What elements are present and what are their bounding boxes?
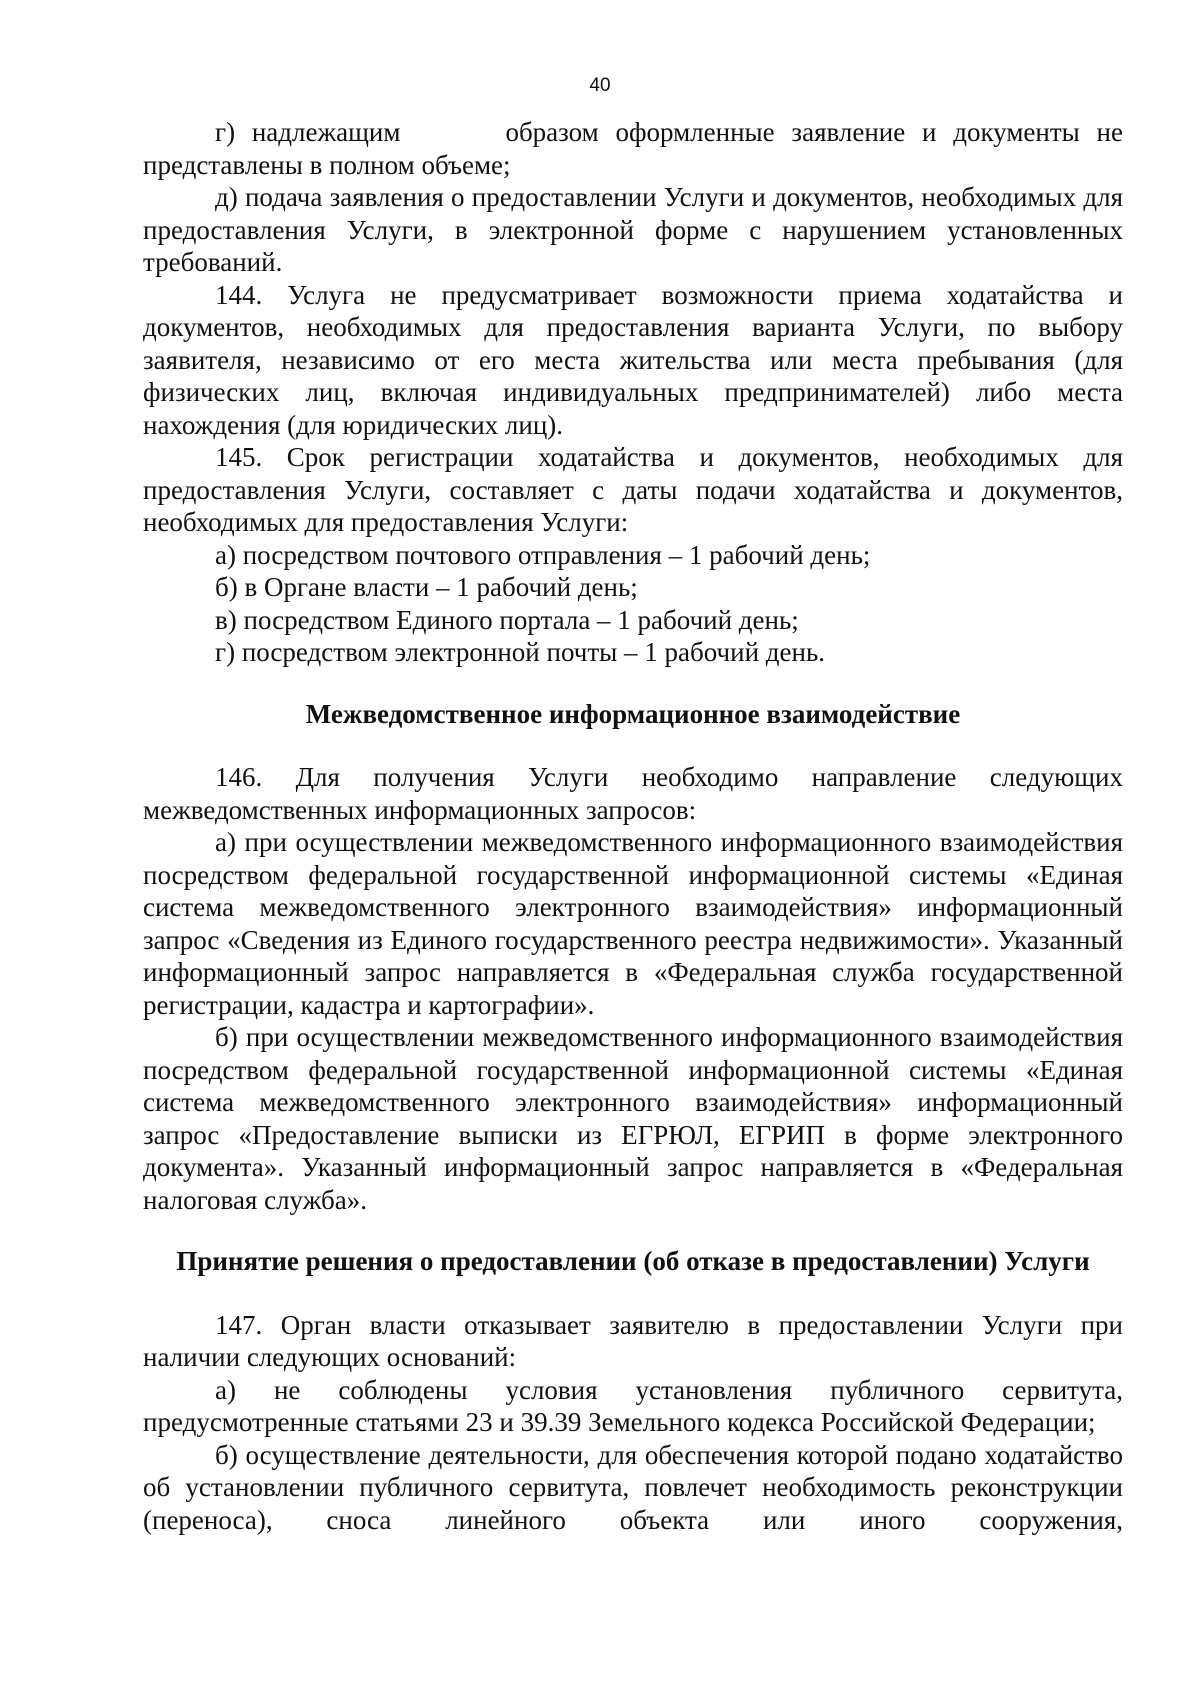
paragraph-147-a: а) не соблюдены условия установления публичного сервитута, предусмотренные статьями 23 и 39.39 Земельного кодекса Российской Федерации;	[143, 1374, 1123, 1437]
item-g-lead: г) надлежащим	[215, 117, 401, 147]
section-heading-decision: Принятие решения о предоставлении (об отказе в предоставлении) Услуги	[176, 1246, 1090, 1276]
paragraph-146-a: а) при осуществлении межведомственного информационного взаимодействия посредством федеральной государственной информационной системы «Единая система межведомственного электронного взаимодействия» информационный запрос «Сведения из Единого государственного реестра недвижимости». Указанный информационный запрос направляется в «Федеральная служба государственной регистрации, кадастра и картографии».	[143, 827, 1123, 1020]
paragraph-item-d: д) подача заявления о предоставлении Услуги и документов, необходимых для предоставления Услуги, в электронной форме с нарушением установленных требований.	[143, 182, 1123, 277]
paragraph-145-g: г) посредством электронной почты – 1 рабочий день.	[215, 637, 826, 667]
document-body	[143, 116, 1123, 1536]
paragraph-145-a: а) посредством почтового отправления – 1 рабочий день;	[215, 539, 871, 570]
paragraph-145-b: б) в Органе власти – 1 рабочий день;	[215, 572, 638, 602]
section-heading-interagency: Межведомственное информационное взаимодействие	[305, 698, 961, 729]
page-number: 40	[589, 75, 611, 96]
paragraph-145: 145. Срок регистрации ходатайства и документов, необходимых для предоставления Услуги, составляет с даты подачи ходатайства и документов, необходимых для предоставления Услуги:	[143, 442, 1123, 537]
paragraph-147: 147. Орган власти отказывает заявителю в предоставлении Услуги при наличии следующих оснований:	[143, 1309, 1123, 1372]
paragraph-145-v: в) посредством Единого портала – 1 рабочий день;	[215, 604, 799, 635]
paragraph-146: 146. Для получения Услуги необходимо направление следующих межведомственных информационных запросов:	[143, 762, 1123, 825]
paragraph-146-b: б) при осуществлении межведомственного информационного взаимодействия посредством федеральной государственной информационной системы «Единая система межведомственного электронного взаимодействия» информационный запрос «Предоставление выписки из ЕГРЮЛ, ЕГРИП в форме электронного документа». Указанный информационный запрос направляется в «Федеральная налоговая служба».	[143, 1022, 1123, 1215]
item-g-rest: образом оформленные заявление и документы не представлены в полном объеме;	[143, 117, 1123, 180]
paragraph-item-g	[143, 116, 1123, 181]
paragraph-147-b: б) осуществление деятельности, для обеспечения которой подано ходатайство об установлении публичного сервитута, повлечет необходимость реконструкции (переноса), сноса линейного объекта или иного сооружения,	[143, 1439, 1123, 1535]
paragraph-144: 144. Услуга не предусматривает возможности приема ходатайства и документов, необходимых для предоставления варианта Услуги, по выбору заявителя, независимо от его места жительства или места пребывания (для физических лиц, включая индивидуальных предпринимателей) либо места нахождения (для юридических лиц).	[143, 279, 1123, 440]
